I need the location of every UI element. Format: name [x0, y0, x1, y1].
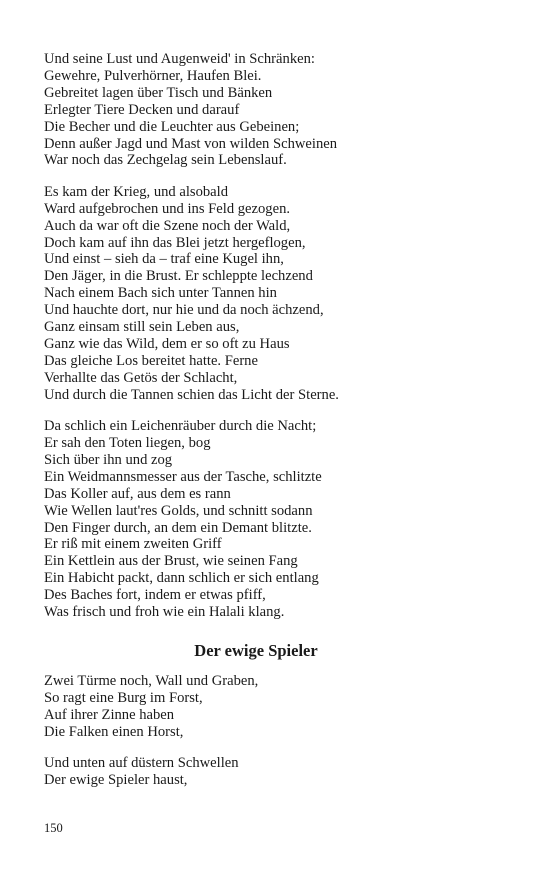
poem-line: Denn außer Jagd und Mast von wilden Schweinen: [44, 135, 338, 152]
poem-title: Der ewige Spieler: [194, 641, 318, 660]
stanza: [44, 755, 514, 789]
poem-line: Nach einem Bach sich unter Tannen hin: [44, 285, 277, 302]
poem-line: Sich über ihn und zog: [44, 451, 173, 468]
poem-line: Es kam der Krieg, und alsobald: [44, 183, 228, 200]
poem-line: Ganz einsam still sein Leben aus,: [44, 319, 240, 336]
poem-line: Das gleiche Los bereitet hatte. Ferne: [44, 352, 258, 369]
poem-line: Erlegter Tiere Decken und darauf: [44, 101, 240, 118]
poem-line: Und einst – sieh da – traf eine Kugel ihn,: [44, 251, 284, 268]
poem-line: Die Falken einen Horst,: [44, 723, 184, 740]
poem-line: Und unten auf düstern Schwellen: [44, 755, 239, 772]
poem-line: Ward aufgebrochen und ins Feld gezogen.: [44, 200, 291, 217]
poem-line: Und seine Lust und Augenweid' in Schränken:: [44, 51, 315, 67]
poem-line: Gebreitet lagen über Tisch und Bänken: [44, 84, 273, 101]
poem-line: Des Baches fort, indem er etwas pfiff,: [44, 587, 266, 604]
stanza: [44, 184, 514, 404]
poem-line: Ganz wie das Wild, dem er so oft zu Haus: [44, 336, 290, 352]
poem-line: Und durch die Tannen schien das Licht der Sterne.: [44, 386, 339, 403]
poem-line: Den Finger durch, an dem ein Demant blitzte.: [44, 519, 312, 536]
poem-line: Was frisch und froh wie ein Halali klang.: [44, 604, 285, 621]
poem-line: Zwei Türme noch, Wall und Graben,: [44, 673, 259, 689]
poem-line: Gewehre, Pulverhörner, Haufen Blei.: [44, 67, 262, 84]
poem-line: Ein Kettlein aus der Brust, wie seinen Fang: [44, 553, 298, 570]
poem-line: Ein Weidmannsmesser aus der Tasche, schlitzte: [44, 468, 322, 485]
poem-line: Verhallte das Getös der Schlacht,: [44, 369, 238, 386]
page-number: 150: [44, 821, 63, 835]
poem-line: Der ewige Spieler haust,: [44, 772, 188, 789]
poem-line: Ein Habicht packt, dann schlich er sich entlang: [44, 570, 319, 587]
poem-line: Da schlich ein Leichenräuber durch die Nacht;: [44, 418, 317, 435]
stanza: [44, 418, 514, 621]
poem-line: So ragt eine Burg im Forst,: [44, 689, 203, 706]
poem-line: Auch da war oft die Szene noch der Wald,: [44, 217, 291, 234]
poem-line: Und hauchte dort, nur hie und da noch ächzend,: [44, 302, 324, 319]
poem-line: Auf ihrer Zinne haben: [44, 706, 175, 723]
poem-continued: [44, 51, 514, 621]
poem-der-ewige-spieler: [44, 673, 514, 789]
stanza: [44, 51, 514, 169]
poem-line: Den Jäger, in die Brust. Er schleppte lechzend: [44, 268, 313, 285]
poem-line: Er sah den Toten liegen, bog: [44, 435, 211, 452]
poem-line: War noch das Zechgelag sein Lebenslauf.: [44, 152, 287, 169]
poem-line: Das Koller auf, aus dem es rann: [44, 485, 231, 502]
stanza: [44, 673, 514, 741]
poem-line: Er riß mit einem zweiten Griff: [44, 536, 222, 553]
book-page: [44, 51, 514, 803]
poem-line: Die Becher und die Leuchter aus Gebeinen;: [44, 118, 300, 135]
poem-line: Doch kam auf ihn das Blei jetzt hergeflogen,: [44, 234, 306, 251]
poem-line: Wie Wellen laut'res Golds, und schnitt sodann: [44, 502, 313, 519]
